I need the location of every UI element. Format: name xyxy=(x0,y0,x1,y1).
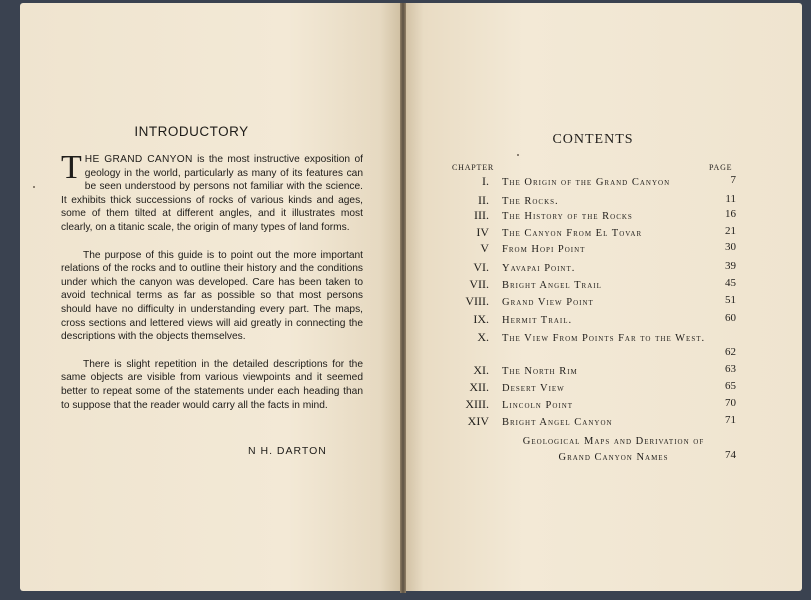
chapter-number: IX. xyxy=(473,312,489,326)
chapter-title: Yavapai Point. xyxy=(502,263,576,274)
chapter-title: The North Rim xyxy=(502,366,578,377)
introductory-text xyxy=(61,149,363,426)
page-number: 11 xyxy=(725,193,736,205)
page-number: 7 xyxy=(730,174,736,186)
page-number: 65 xyxy=(725,380,736,392)
chapter-number: XIII. xyxy=(465,397,489,411)
page-number: 70 xyxy=(725,397,736,409)
chapter-title: The Rocks. xyxy=(502,196,559,207)
chapter-number: V xyxy=(480,241,489,255)
page-number: 62 xyxy=(725,346,736,358)
intro-lead: HE GRAND CANYON xyxy=(84,154,193,165)
chapter-title: Hermit Trail. xyxy=(502,315,573,326)
page-number: 30 xyxy=(725,241,736,253)
page-number: 63 xyxy=(725,363,736,375)
chapter-title: The Origin of the Grand Canyon xyxy=(502,177,671,188)
page-number: 21 xyxy=(725,225,736,237)
chapter-number: XIV xyxy=(467,414,489,428)
page-number: 74 xyxy=(725,449,736,461)
chapter-number: XI. xyxy=(473,363,489,377)
page-number: 45 xyxy=(725,277,736,289)
chapter-title: Geological Maps and Derivation of Grand Canyon Names xyxy=(522,436,705,463)
introductory-heading: INTRODUCTORY xyxy=(134,124,249,139)
intro-paragraph-2: The purpose of this guide is to point out the more important relations of the rocks and to outline their history and the conditions under which the canyon was developed. Care has been taken to avoid technical terms as far as possible so that most persons should have no difficulty in understanding every part. The maps, cross sections and lettered views will aid greatly in connecting the descriptions with the objects themselves. xyxy=(61,249,363,343)
chapter-title: Grand View Point xyxy=(502,297,594,308)
intro-paragraph-1-text: is the most instructive exposition of geology in the world, particularly as many of its features can be seen understood by persons not familiar with the science. It exhibits thick successions of rocks of various kinds and ages, some of them tilted at different angles, and it illustrates most clearly, on a titanic scale, the origin of many types of land forms. xyxy=(61,154,363,233)
chapter-number: IV xyxy=(476,225,489,239)
chapter-title: Bright Angel Canyon xyxy=(502,417,613,428)
chapter-number: VIII. xyxy=(465,294,489,308)
page-number: 71 xyxy=(725,414,736,426)
page-column-label: PAGE xyxy=(709,163,733,172)
chapter-title: The History of the Rocks xyxy=(502,211,633,222)
chapter-number: I. xyxy=(482,174,489,188)
chapter-number: VI. xyxy=(473,260,489,274)
page-number: 16 xyxy=(725,208,736,220)
chapter-title: Desert View xyxy=(502,383,565,394)
chapter-title: Lincoln Point xyxy=(502,400,574,411)
contents-heading: CONTENTS xyxy=(552,132,634,147)
paper-mark xyxy=(517,154,519,156)
paper-mark xyxy=(33,186,35,188)
book-spine xyxy=(400,3,406,593)
page-number: 51 xyxy=(725,294,736,306)
page-number: 39 xyxy=(725,260,736,272)
chapter-number: XII. xyxy=(469,380,489,394)
page-number: 60 xyxy=(725,312,736,324)
author-signature: N H. DARTON xyxy=(248,445,327,457)
chapter-number: II. xyxy=(478,193,489,207)
chapter-number: VII. xyxy=(469,277,489,291)
intro-paragraph-1 xyxy=(61,149,363,235)
drop-cap: T xyxy=(61,149,82,186)
chapter-title: The Canyon From El Tovar xyxy=(502,228,643,239)
chapter-title: From Hopi Point xyxy=(502,244,586,255)
intro-paragraph-3: There is slight repetition in the detailed descriptions for the same objects are visible from various viewpoints and it seemed better to repeat some of the statements under each heading than to suppose that the reader would carry all the facts in mind. xyxy=(61,358,363,411)
chapter-column-label: CHAPTER xyxy=(452,163,495,172)
chapter-title: The View From Points Far to the West. xyxy=(502,333,706,344)
chapter-number: III. xyxy=(474,208,489,222)
chapter-number: X. xyxy=(477,330,489,344)
chapter-title: Bright Angel Trail xyxy=(502,280,602,291)
